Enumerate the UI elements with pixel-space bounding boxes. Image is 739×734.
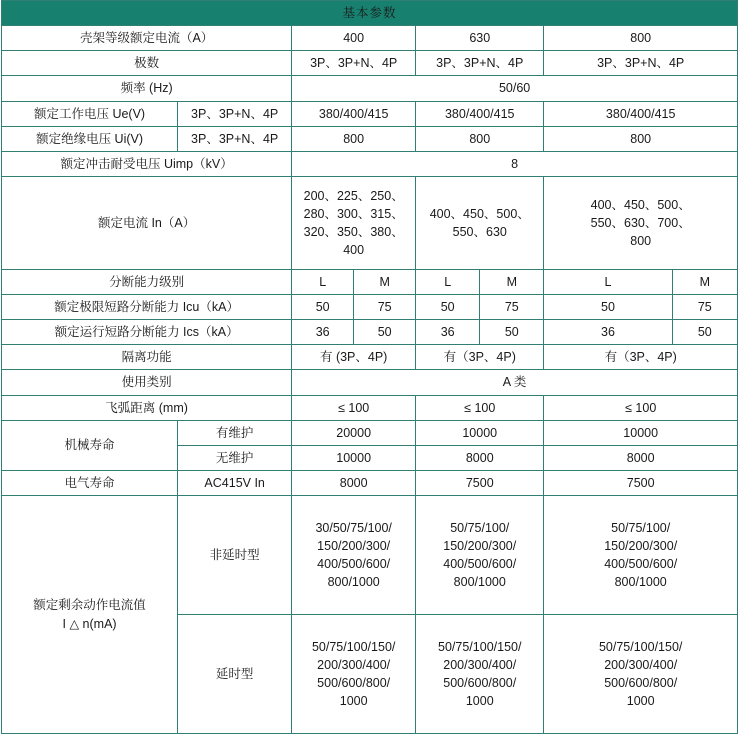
cell-residual-nondelay-800-line2: 150/200/300/ [604, 538, 678, 553]
row-label-rated-working-voltage: 额定工作电压 Ue(V) [2, 101, 178, 126]
cell-icu-800-m: 75 [672, 295, 737, 320]
cell-residual-nondelay-400-line1: 30/50/75/100/ [315, 520, 392, 535]
cell-residual-delay-630 [416, 615, 544, 734]
cell-poles-800: 3P、3P+N、4P [544, 51, 738, 76]
row-sublabel-rated-insulation-voltage: 3P、3P+N、4P [178, 126, 292, 151]
cell-arc-distance-400: ≤ 100 [292, 395, 416, 420]
table-row [2, 320, 738, 345]
cell-in-630 [416, 176, 544, 269]
cell-ics-630-m: 50 [480, 320, 544, 345]
row-sublabel-non-delay: 非延时型 [178, 496, 292, 615]
cell-residual-nondelay-630 [416, 496, 544, 615]
row-label-utilization-category: 使用类别 [2, 370, 292, 395]
cell-isolation-800: 有（3P、4P) [544, 345, 738, 370]
cell-mech-unmaintained-400: 10000 [292, 445, 416, 470]
cell-mech-maintained-400: 20000 [292, 420, 416, 445]
cell-residual-nondelay-630-line3: 400/500/600/ [443, 557, 517, 571]
cell-frame-current-400: 400 [292, 26, 416, 51]
row-label-mechanical-life: 机械寿命 [2, 420, 178, 470]
cell-icu-630-m: 75 [480, 295, 544, 320]
table-row [2, 1, 738, 26]
cell-mech-unmaintained-800: 8000 [544, 445, 738, 470]
cell-residual-nondelay-630-line1: 50/75/100/ [450, 520, 510, 535]
cell-residual-delay-800-line2: 200/300/400/ [604, 657, 678, 672]
row-sublabel-rated-working-voltage: 3P、3P+N、4P [178, 101, 292, 126]
cell-residual-nondelay-630-line4: 800/1000 [453, 575, 506, 590]
cell-in-630-line2: 550、630 [452, 224, 507, 239]
cell-ics-400-m: 50 [354, 320, 416, 345]
table-row [2, 26, 738, 51]
cell-residual-delay-800 [544, 615, 738, 734]
cell-class-800-l: L [544, 269, 672, 294]
table-row [2, 345, 738, 370]
row-label-residual-current [2, 496, 178, 734]
cell-residual-nondelay-400-line3: 400/500/600/ [317, 557, 391, 571]
cell-residual-nondelay-400 [292, 496, 416, 615]
cell-poles-400: 3P、3P+N、4P [292, 51, 416, 76]
row-sublabel-electrical-life: AC415V In [178, 470, 292, 495]
cell-frequency-value: 50/60 [292, 76, 738, 101]
cell-mech-maintained-800: 10000 [544, 420, 738, 445]
cell-residual-nondelay-400-line2: 150/200/300/ [317, 538, 391, 553]
cell-residual-delay-800-line3: 500/600/800/ [604, 676, 678, 690]
cell-elec-life-630: 7500 [416, 470, 544, 495]
cell-utilization-category-value: A 类 [292, 370, 738, 395]
cell-residual-delay-400 [292, 615, 416, 734]
table-row [2, 470, 738, 495]
table-row [2, 269, 738, 294]
cell-residual-delay-630-line3: 500/600/800/ [443, 676, 517, 690]
cell-ui-400: 800 [292, 126, 416, 151]
cell-residual-delay-630-line1: 50/75/100/150/ [438, 639, 522, 654]
cell-ue-400: 380/400/415 [292, 101, 416, 126]
cell-ics-400-l: 36 [292, 320, 354, 345]
cell-mech-unmaintained-630: 8000 [416, 445, 544, 470]
table-title: 基本参数 [2, 1, 738, 26]
cell-residual-nondelay-400-line4: 800/1000 [327, 575, 380, 590]
cell-arc-distance-800: ≤ 100 [544, 395, 738, 420]
table-row [2, 395, 738, 420]
row-label-electrical-life: 电气寿命 [2, 470, 178, 495]
cell-arc-distance-630: ≤ 100 [416, 395, 544, 420]
row-label-isolation: 隔离功能 [2, 345, 292, 370]
cell-class-400-m: M [354, 269, 416, 294]
cell-residual-nondelay-800-line1: 50/75/100/ [611, 520, 671, 535]
cell-in-800 [544, 176, 738, 269]
cell-ui-800: 800 [544, 126, 738, 151]
row-sublabel-delay: 延时型 [178, 615, 292, 734]
row-label-breaking-capacity-class: 分断能力级别 [2, 269, 292, 294]
cell-class-800-m: M [672, 269, 737, 294]
cell-frame-current-800: 800 [544, 26, 738, 51]
cell-residual-nondelay-800 [544, 496, 738, 615]
cell-ui-630: 800 [416, 126, 544, 151]
cell-residual-delay-800-line4: 1000 [626, 694, 655, 709]
cell-residual-delay-630-line4: 1000 [465, 694, 494, 709]
cell-residual-nondelay-800-line4: 800/1000 [614, 575, 667, 590]
cell-elec-life-800: 7500 [544, 470, 738, 495]
cell-class-630-l: L [416, 269, 480, 294]
cell-icu-400-m: 75 [354, 295, 416, 320]
cell-in-400-line3: 320、350、380、 [303, 224, 404, 239]
row-label-rated-current-in: 额定电流 In（A） [2, 176, 292, 269]
cell-residual-delay-400-line4: 1000 [339, 694, 368, 709]
table-row [2, 176, 738, 269]
row-label-residual-current-line1: 额定剩余动作电流值 [33, 598, 146, 613]
cell-in-800-line3: 800 [630, 233, 652, 248]
row-sublabel-unmaintained: 无维护 [178, 445, 292, 470]
cell-residual-delay-400-line2: 200/300/400/ [317, 657, 391, 672]
cell-icu-800-l: 50 [544, 295, 672, 320]
row-label-impulse-voltage: 额定冲击耐受电压 Uimp（kV） [2, 151, 292, 176]
cell-residual-delay-630-line2: 200/300/400/ [443, 657, 517, 672]
cell-in-400-line1: 200、225、250、 [303, 188, 404, 203]
cell-class-400-l: L [292, 269, 354, 294]
row-sublabel-maintained: 有维护 [178, 420, 292, 445]
cell-ue-630: 380/400/415 [416, 101, 544, 126]
cell-in-400-line4: 400 [343, 243, 365, 257]
table-row [2, 151, 738, 176]
table-row [2, 126, 738, 151]
table-row [2, 101, 738, 126]
row-label-poles: 极数 [2, 51, 292, 76]
cell-residual-nondelay-800-line3: 400/500/600/ [604, 557, 678, 571]
row-label-icu: 额定极限短路分断能力 Icu（kA） [2, 295, 292, 320]
cell-isolation-630: 有（3P、4P) [416, 345, 544, 370]
cell-poles-630: 3P、3P+N、4P [416, 51, 544, 76]
cell-residual-delay-400-line3: 500/600/800/ [317, 676, 391, 690]
row-label-frame-current: 壳架等级额定电流（A） [2, 26, 292, 51]
cell-residual-nondelay-630-line2: 150/200/300/ [443, 538, 517, 553]
row-label-rated-insulation-voltage: 额定绝缘电压 Ui(V) [2, 126, 178, 151]
cell-impulse-voltage-value: 8 [292, 151, 738, 176]
cell-class-630-m: M [480, 269, 544, 294]
table-row [2, 51, 738, 76]
cell-ics-800-l: 36 [544, 320, 672, 345]
table-row [2, 370, 738, 395]
cell-ics-800-m: 50 [672, 320, 737, 345]
row-label-residual-current-line2: I △ n(mA) [62, 616, 117, 631]
cell-ics-630-l: 36 [416, 320, 480, 345]
cell-frame-current-630: 630 [416, 26, 544, 51]
cell-in-400 [292, 176, 416, 269]
cell-in-800-line1: 400、450、500、 [590, 197, 691, 212]
cell-in-630-line1: 400、450、500、 [429, 206, 530, 221]
cell-isolation-400: 有 (3P、4P) [292, 345, 416, 370]
table-row [2, 76, 738, 101]
table-row [2, 496, 738, 615]
cell-residual-delay-800-line1: 50/75/100/150/ [598, 639, 683, 654]
row-label-arc-distance: 飞弧距离 (mm) [2, 395, 292, 420]
cell-in-400-line2: 280、300、315、 [303, 206, 404, 221]
row-label-frequency: 频率 (Hz) [2, 76, 292, 101]
cell-residual-delay-400-line1: 50/75/100/150/ [311, 639, 396, 654]
cell-icu-630-l: 50 [416, 295, 480, 320]
row-label-ics: 额定运行短路分断能力 Ics（kA） [2, 320, 292, 345]
cell-icu-400-l: 50 [292, 295, 354, 320]
table-row [2, 295, 738, 320]
cell-mech-maintained-630: 10000 [416, 420, 544, 445]
basic-parameters-table [1, 0, 738, 734]
cell-ue-800: 380/400/415 [544, 101, 738, 126]
table-row [2, 420, 738, 445]
cell-elec-life-400: 8000 [292, 470, 416, 495]
cell-in-800-line2: 550、630、700、 [590, 215, 691, 230]
